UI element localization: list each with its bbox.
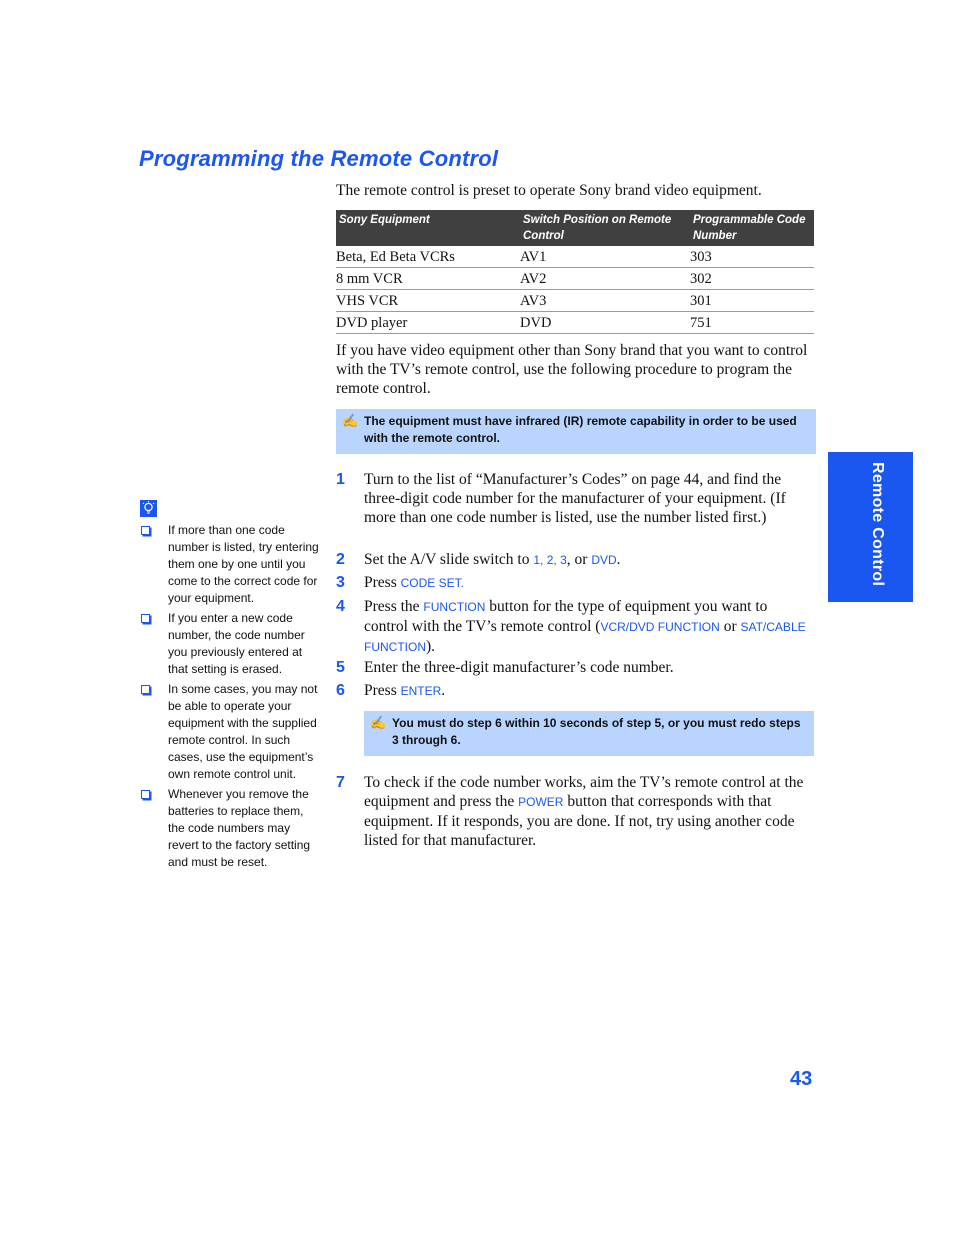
cell-equipment: VHS VCR: [336, 290, 520, 312]
key-3: 3: [560, 553, 567, 567]
page-number: 43: [790, 1068, 813, 1090]
step-text-part: Press: [364, 682, 401, 699]
col-programmable-code: Programmable Code Number: [690, 210, 814, 246]
remote-code-table: [336, 210, 814, 334]
list-item: [140, 610, 320, 678]
key-enter: ENTER: [400, 684, 442, 698]
note-text: The equipment must have infrared (IR) remote capability in order to be used with the remote control.: [364, 414, 797, 445]
step-number: 3: [336, 574, 345, 591]
tip-text: Whenever you remove the batteries to replace them, the code numbers may revert to the factory setting and must be reset.: [168, 787, 311, 869]
page-title: Programming the Remote Control: [139, 146, 499, 171]
cell-switch: DVD: [520, 312, 690, 334]
step-text: [364, 597, 814, 657]
cell-equipment: 8 mm VCR: [336, 268, 520, 290]
key-2: 2: [546, 553, 554, 567]
step-text-part: .: [616, 551, 621, 568]
step-text-part: .: [460, 576, 464, 590]
pencil-note-icon: ✍: [370, 715, 387, 730]
key-dvd: DVD: [591, 553, 617, 567]
col-sony-equipment: Sony Equipment: [336, 210, 520, 246]
step-number: 1: [336, 471, 345, 488]
step-number: 4: [336, 598, 345, 615]
cell-switch: AV3: [520, 290, 690, 312]
step-text-part: , or: [566, 551, 592, 568]
tip-text: In some cases, you may not be able to operate your equipment with the supplied remote control. In such cases, use the equipment’s own remote control unit.: [168, 682, 318, 781]
step-text: Turn to the list of “Manufacturer’s Codes” on page 44, and find the three-digit code number for the manufacturer of your equipment. (If more than one code number is listed, use the number listed first.): [364, 471, 786, 526]
step-number: 5: [336, 659, 345, 676]
key-function: FUNCTION: [423, 600, 486, 614]
cell-equipment: Beta, Ed Beta VCRs: [336, 246, 520, 268]
lightbulb-icon: [140, 500, 157, 517]
cell-switch: AV2: [520, 268, 690, 290]
tip-text: If more than one code number is listed, try entering them one by one until you come to the correct code for your equipment.: [168, 523, 319, 605]
step-text-part: Set the A/V slide switch to: [364, 551, 534, 568]
step-text-part: button for the type of equipment you want to control with the TV’s remote control (: [364, 598, 768, 635]
key-code-set: CODE SET: [400, 576, 461, 590]
cell-switch: AV1: [520, 246, 690, 268]
step-text-part: Press the: [364, 598, 424, 615]
step-text-part: or: [719, 618, 741, 635]
step-text: [364, 773, 814, 850]
key-separator: ,: [553, 553, 561, 567]
step-text: [364, 681, 814, 701]
step-text: [364, 550, 814, 570]
key-vcr-dvd-function: VCR/DVD FUNCTION: [600, 620, 720, 634]
tips-sidebar: [140, 522, 320, 874]
cell-code: 302: [690, 268, 814, 290]
list-item: [140, 786, 320, 871]
key-1: 1: [533, 553, 541, 567]
step-text-part: Press: [364, 574, 401, 591]
cell-code: 303: [690, 246, 814, 268]
step-number: 7: [336, 774, 345, 791]
intro-text: The remote control is preset to operate Sony brand video equipment.: [336, 182, 762, 199]
checkbox-bullet-icon: [141, 685, 150, 694]
step-text-part: .: [441, 682, 446, 699]
cell-code: 301: [690, 290, 814, 312]
list-item: [140, 681, 320, 783]
step-number: 6: [336, 682, 345, 699]
table-row: [336, 290, 814, 312]
key-power: POWER: [518, 795, 564, 809]
col-switch-position: Switch Position on Remote Control: [520, 210, 690, 246]
checkbox-bullet-icon: [141, 790, 150, 799]
list-item: [140, 522, 320, 607]
step-text: Enter the three-digit manufacturer’s code number.: [364, 659, 674, 676]
cell-equipment: DVD player: [336, 312, 520, 334]
note-text: You must do step 6 within 10 seconds of step 5, or you must redo steps 3 through 6.: [392, 716, 801, 747]
side-tab-label: Remote Control: [869, 462, 886, 587]
table-row: [336, 246, 814, 268]
checkbox-bullet-icon: [141, 614, 150, 623]
cell-code: 751: [690, 312, 814, 334]
step-text: [364, 573, 814, 593]
table-header-row: [336, 210, 814, 246]
step-text-part: To check if the code number works, aim the TV’s remote control at the equipment and press the: [364, 774, 804, 810]
table-row: [336, 268, 814, 290]
key-sat-cable-function: SAT/CABLE FUNCTION: [364, 620, 806, 654]
step-text-part: ).: [426, 638, 436, 655]
table-row: [336, 312, 814, 334]
pencil-note-icon: ✍: [342, 413, 359, 428]
step-number: 2: [336, 551, 345, 568]
note-box: [336, 409, 816, 454]
section-side-tab: [828, 452, 913, 602]
checkbox-bullet-icon: [141, 526, 150, 535]
step-text-part: button that corresponds with that equipment. If it responds, you are done. If not, try using another code listed for that manufacturer.: [364, 793, 795, 849]
procedure-intro: If you have video equipment other than Sony brand that you want to control with the TV’s remote control, use the following procedure to program the remote control.: [336, 342, 808, 397]
note-box: [364, 711, 814, 756]
key-separator: ,: [540, 553, 547, 567]
tip-text: If you enter a new code number, the code number you previously entered at that setting is erased.: [168, 611, 305, 676]
